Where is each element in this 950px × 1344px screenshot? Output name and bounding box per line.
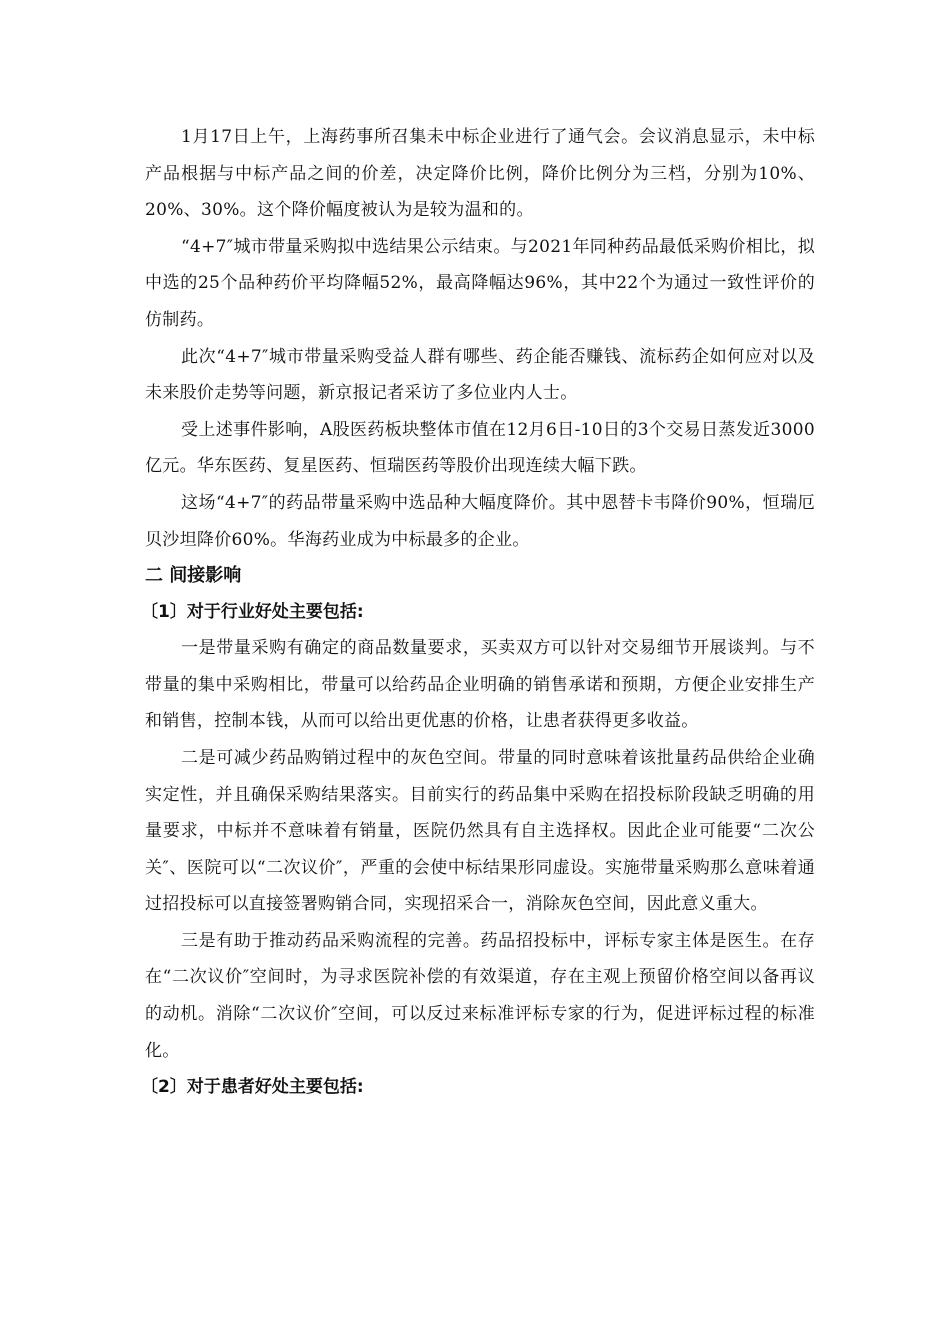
paragraph-publicity-result: “4+7″城市带量采购拟中选结果公示结束。与2021年同种药品最低采购价相比，拟中选的25个品种药价平均降幅52%，最高降幅达96%，其中22个为通过一致性评价的仿制药。 xyxy=(145,236,815,330)
paragraph-interview: 此次“4+7″城市带量采购受益人群有哪些、药企能否赚钱、流标药企如何应对以及未来股价走势等问题，新京报记者采访了多位业内人士。 xyxy=(145,346,815,404)
paragraph-shanghai-meeting: 1月17日上午，上海药事所召集未中标企业进行了通气会。会议消息显示，未中标产品根据与中标产品之间的价差，决定降价比例，降价比例分为三档，分别为10%、20%、30%。这个降价幅度被认为是较为温和的。 xyxy=(145,127,815,221)
subsection-heading-industry-benefits: 〔1〕对于行业好处主要包括: xyxy=(141,602,364,623)
paragraph-benefit-three: 三是有助于推动药品采购流程的完善。药品招投标中，评标专家主体是医生。在存在“二次议价″空间时，为寻求医院补偿的有效渠道，存在主观上预留价格空间以备再议的动机。消除“二次议价″空间，可以反过来标准评标专家的行为，促进评标过程的标准化。 xyxy=(145,930,815,1061)
paragraph-benefit-one: 一是带量采购有确定的商品数量要求，买卖双方可以针对交易细节开展谈判。与不带量的集中采购相比，带量可以给药品企业明确的销售承诺和预期，方便企业安排生产和销售，控制本钱，从而可以给出更优惠的价格，让患者获得更多收益。 xyxy=(145,638,815,732)
document-page xyxy=(141,119,815,1105)
subsection-heading-patient-benefits: 〔2〕对于患者好处主要包括: xyxy=(141,1077,364,1098)
paragraph-benefit-two: 二是可减少药品购销过程中的灰色空间。带量的同时意味着该批量药品供给企业确实定性，并且确保采购结果落实。目前实行的药品集中采购在招投标阶段缺乏明确的用量要求，中标并不意味着有销量，医院仍然具有自主选择权。因此企业可能要“二次公关″、医院可以“二次议价″，严重的会使中标结果形同虚设。实施带量采购那么意味着通过招投标可以直接签署购销合同，实现招采合一，消除灰色空间，因此意义重大。 xyxy=(145,747,815,915)
paragraph-price-cut: 这场“4+7″的药品带量采购中选品种大幅度降价。其中恩替卡韦降价90%，恒瑞厄贝沙坦降价60%。华海药业成为中标最多的企业。 xyxy=(145,492,815,550)
paragraph-market-impact: 受上述事件影响，A股医药板块整体市值在12月6日-10日的3个交易日蒸发近3000亿元。华东医药、复星医药、恒瑞医药等股价出现连续大幅下跌。 xyxy=(145,419,815,477)
section-heading-indirect-impact: 二 间接影响 xyxy=(145,565,242,587)
